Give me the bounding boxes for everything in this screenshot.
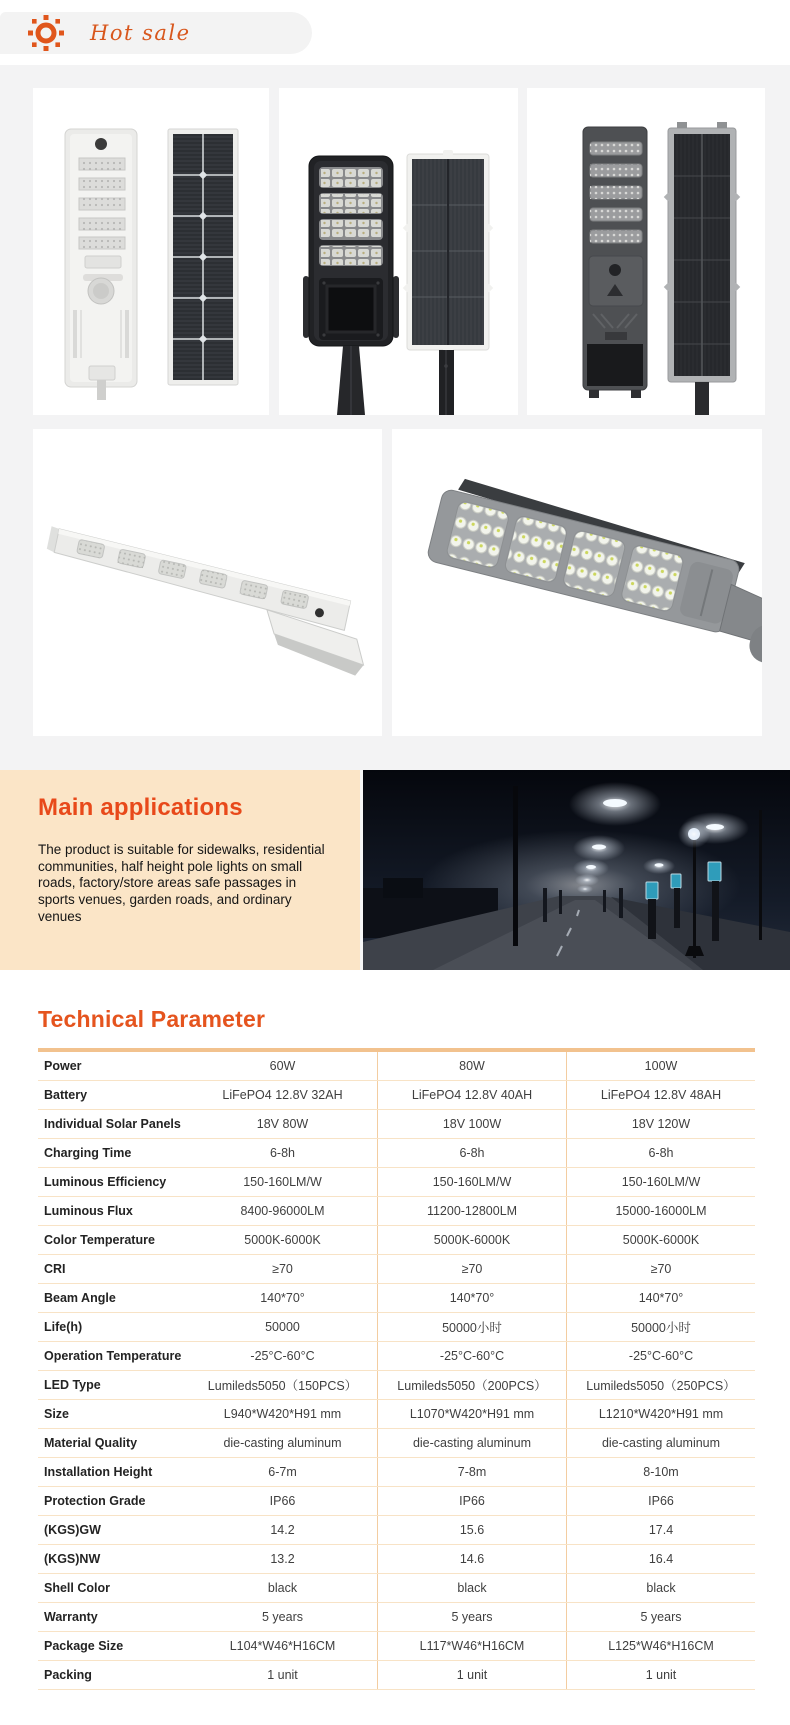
spec-value: 140*70° [260,1291,305,1305]
spec-value: 5 years [566,1603,755,1631]
hot-sale-label: Hot sale [90,21,191,45]
technical-section [0,970,790,1725]
spec-value: 150-160LM/W [566,1168,755,1196]
spec-row [38,1081,755,1110]
spec-value: 15000-16000LM [566,1197,755,1225]
spec-label: (KGS)NW [44,1552,101,1566]
spec-value: IP66 [566,1487,755,1515]
spec-row [38,1516,755,1545]
spec-label: Charging Time [44,1146,132,1160]
spec-value: 18V 120W [566,1110,755,1138]
spec-value: 18V 80W [256,1117,309,1131]
spec-value: Lumileds5050（250PCS） [566,1371,755,1399]
product-image-silver-angled [33,429,382,736]
spec-value: L104*W46*H16CM [229,1639,336,1653]
spec-row [38,1284,755,1313]
spec-row [38,1371,755,1400]
spec-value: Lumileds5050（200PCS） [377,1371,566,1399]
spec-row [38,1313,755,1342]
spec-row [38,1487,755,1516]
spec-value: 5 years [377,1603,566,1631]
spec-value: Lumileds5050（150PCS） [207,1379,358,1393]
spec-label: Color Temperature [44,1233,155,1247]
spec-label: Operation Temperature [44,1349,182,1363]
spec-value: 7-8m [377,1458,566,1486]
spec-row [38,1168,755,1197]
spec-row [38,1110,755,1139]
spec-value: 80W [377,1052,566,1080]
spec-value: 100W [566,1052,755,1080]
product-image-black-street-light [279,88,518,415]
spec-row [38,1458,755,1487]
spec-label: Material Quality [44,1436,138,1450]
spec-label: Power [44,1059,82,1073]
spec-value: 140*70° [377,1284,566,1312]
spec-value: 60W [269,1059,296,1073]
spec-value: 13.2 [270,1552,295,1566]
spec-value: 5000K-6000K [244,1233,321,1247]
spec-label: Shell Color [44,1581,110,1595]
spec-value: 6-8h [566,1139,755,1167]
spec-value: black [566,1574,755,1602]
spec-value: 150-160LM/W [243,1175,322,1189]
spec-value: 5000K-6000K [566,1226,755,1254]
spec-value: black [267,1581,298,1595]
spec-label: Luminous Efficiency [44,1175,167,1189]
spec-row [38,1197,755,1226]
spec-value: 6-7m [268,1465,297,1479]
spec-value: 6-8h [269,1146,296,1160]
top-strip [0,0,790,65]
spec-label: Packing [44,1668,92,1682]
product-gallery [0,65,790,770]
spec-value: 17.4 [566,1516,755,1544]
spec-label: Life(h) [44,1320,83,1334]
spec-label: Installation Height [44,1465,153,1479]
spec-value: 150-160LM/W [377,1168,566,1196]
spec-value: 50000小时 [377,1313,566,1341]
spec-label: Package Size [44,1639,124,1653]
hot-sale-badge [0,12,312,54]
spec-value: -25°C-60°C [566,1342,755,1370]
spec-value: L1210*W420*H91 mm [566,1400,755,1428]
spec-value: IP66 [377,1487,566,1515]
spec-label: (KGS)GW [44,1523,101,1537]
spec-row [38,1226,755,1255]
applications-panel [0,770,360,970]
spec-value: 14.6 [377,1545,566,1573]
spec-row [38,1052,755,1081]
technical-title: Technical Parameter [38,1006,266,1032]
spec-value: -25°C-60°C [250,1349,315,1363]
spec-label: CRI [44,1262,66,1276]
spec-value: 50000 [265,1320,300,1334]
spec-label: Luminous Flux [44,1204,133,1218]
spec-row [38,1661,755,1690]
spec-label: Individual Solar Panels [44,1117,181,1131]
sun-icon [28,15,64,51]
spec-value: 15.6 [377,1516,566,1544]
product-image-gray-angled [392,429,762,736]
spec-value: L125*W46*H16CM [566,1632,755,1660]
spec-value: LiFePO4 12.8V 40AH [377,1081,566,1109]
spec-value: die-casting aluminum [223,1436,342,1450]
spec-value: -25°C-60°C [377,1342,566,1370]
spec-value: ≥70 [377,1255,566,1283]
spec-label: Protection Grade [44,1494,146,1508]
applications-photo-night-street [363,770,790,970]
spec-row [38,1255,755,1284]
spec-value: 50000小时 [566,1313,755,1341]
spec-value: L117*W46*H16CM [377,1632,566,1660]
spec-value: 8400-96000LM [240,1204,325,1218]
spec-row [38,1342,755,1371]
spec-value: die-casting aluminum [566,1429,755,1457]
spec-row [38,1139,755,1168]
spec-label: Warranty [44,1610,98,1624]
spec-value: 1 unit [566,1661,755,1689]
spec-value: 16.4 [566,1545,755,1573]
applications-body: The product is suitable for sidewalks, residential communities, half height pole lights on small roads, factory/store areas safe passages in sports venues, garden roads, and ordinary venues [38,842,325,924]
spec-value: 18V 100W [377,1110,566,1138]
spec-table [38,1048,755,1690]
spec-value: LiFePO4 12.8V 48AH [566,1081,755,1109]
spec-value: 8-10m [566,1458,755,1486]
spec-label: Beam Angle [44,1291,116,1305]
spec-value: 1 unit [377,1661,566,1689]
spec-row [38,1603,755,1632]
spec-value: 1 unit [267,1668,298,1682]
spec-label: Battery [44,1088,88,1102]
spec-value: 140*70° [566,1284,755,1312]
spec-value: die-casting aluminum [377,1429,566,1457]
spec-value: IP66 [269,1494,296,1508]
spec-value: 14.2 [270,1523,295,1537]
spec-value: 5000K-6000K [377,1226,566,1254]
applications-title: Main applications [38,794,243,821]
spec-row [38,1545,755,1574]
spec-value: ≥70 [566,1255,755,1283]
spec-value: 6-8h [377,1139,566,1167]
product-image-dark-all-in-one [527,88,765,415]
product-image-all-in-one-front [33,88,269,415]
spec-row [38,1429,755,1458]
spec-label: LED Type [44,1378,101,1392]
spec-value: 5 years [262,1610,303,1624]
spec-value: black [377,1574,566,1602]
spec-value: L940*W420*H91 mm [223,1407,342,1421]
spec-value: LiFePO4 12.8V 32AH [222,1088,343,1102]
spec-row [38,1574,755,1603]
spec-row [38,1632,755,1661]
applications-section [0,770,790,970]
spec-value: ≥70 [272,1262,293,1276]
spec-row [38,1400,755,1429]
spec-value: 11200-12800LM [377,1197,566,1225]
spec-value: L1070*W420*H91 mm [377,1400,566,1428]
spec-label: Size [44,1407,70,1421]
